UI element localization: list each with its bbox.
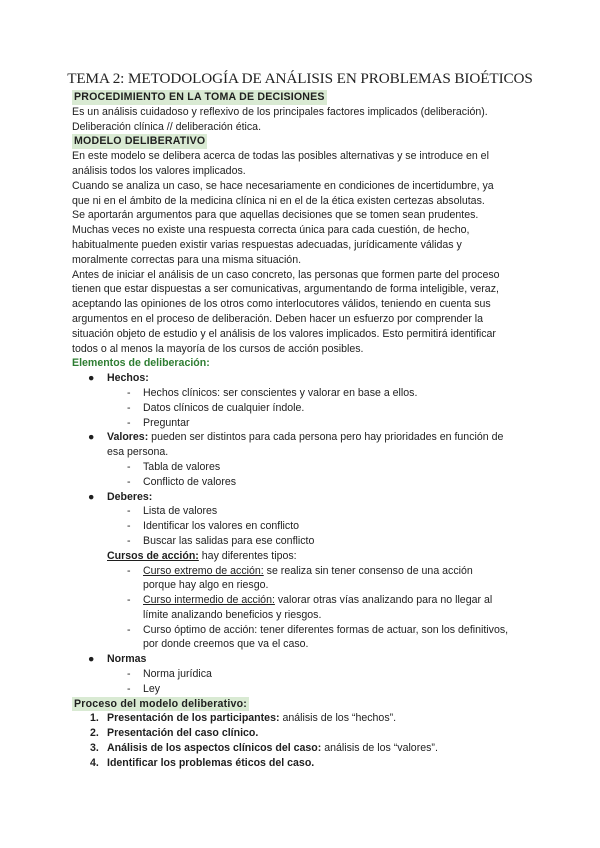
paragraph-line: tienen que estar dispuestas a ser comunicativas, argumentando de forma inteligible, veraz, — [72, 283, 499, 296]
paragraph-line: Deliberación clínica // deliberación ética. — [72, 120, 262, 133]
bullet-label: Valores: — [107, 431, 149, 444]
cursos-label: Cursos de acción: — [107, 549, 199, 562]
list-item: - Hechos clínicos: ser conscientes y valorar en base a ellos. — [127, 386, 418, 399]
paragraph-line: moralmente correctas para una misma situación. — [72, 253, 302, 266]
paragraph-line: aceptando las opiniones de los otros como interlocutores válidos, teniendo en cuenta sus — [72, 298, 491, 311]
elementos-heading: Elementos de deliberación: — [72, 357, 210, 370]
section-heading-procedimiento: PROCEDIMIENTO EN LA TOMA DE DECISIONES — [74, 91, 325, 103]
dash-icon: - — [127, 682, 131, 695]
paragraph-line: Se aportarán argumentos para que aquellas decisiones que se tomen sean prudentes. — [72, 209, 479, 222]
dash-icon: - — [127, 668, 131, 681]
list-item: - Curso intermedio de acción: valorar otras vías analizando para no llegar al — [127, 594, 493, 607]
list-item: - Datos clínicos de cualquier índole. — [127, 401, 305, 414]
paragraph-line: análisis todos los valores implicados. — [72, 164, 246, 177]
paragraph-line: Muchas veces no existe una respuesta correcta única para cada cuestión, de hecho, — [72, 224, 470, 237]
numbered-step: 1. Presentación de los participantes: análisis de los “hechos”. — [90, 712, 397, 725]
list-item: - Buscar las salidas para ese conflicto — [127, 534, 315, 547]
bullet-deberes — [72, 490, 532, 505]
paragraph-line: que ni en el ámbito de la medicina clínica ni en el de la ética existen certezas absolutas. — [72, 194, 485, 207]
numbered-step: 3. Análisis de los aspectos clínicos del caso: análisis de los “valores”. — [90, 742, 438, 755]
bullet-label: Hechos: — [107, 372, 149, 385]
page-title: TEMA 2: METODOLOGÍA DE ANÁLISIS EN PROBLEMAS BIOÉTICOS — [67, 70, 533, 87]
list-item-continuation: por donde creemos que va el caso. — [143, 638, 309, 651]
bullet-icon: ● — [88, 653, 95, 666]
paragraph-line: habitualmente pueden existir varias respuestas adecuadas, jurídicamente válidas y — [72, 238, 462, 251]
list-item-continuation: límite analizando beneficios y riesgos. — [143, 608, 322, 621]
dash-icon: - — [127, 520, 131, 533]
bullet-normas — [72, 652, 532, 667]
dash-icon: - — [127, 594, 131, 607]
list-item: - Identificar los valores en conflicto — [127, 520, 300, 533]
list-item: - Preguntar — [127, 416, 190, 429]
numbered-step: 4. Identificar los problemas éticos del caso. — [90, 756, 315, 769]
paragraph-line: En este modelo se delibera acerca de todas las posibles alternativas y se introduce en el — [72, 150, 489, 163]
dash-icon: - — [127, 623, 131, 636]
paragraph-line: argumentos en el proceso de deliberación. Deben hacer un esfuerzo por comprender la — [72, 312, 484, 325]
list-item: - Curso extremo de acción: se realiza sin tener consenso de una acción — [127, 564, 473, 577]
list-item: - Lista de valores — [127, 505, 218, 518]
dash-icon: - — [127, 505, 131, 518]
paragraph-line: Cuando se analiza un caso, se hace necesariamente en condiciones de incertidumbre, ya — [72, 179, 494, 192]
list-item: - Norma jurídica — [127, 668, 212, 681]
dash-icon: - — [127, 564, 131, 577]
bullet-valores: ● Valores: pueden ser distintos para cada persona pero hay prioridades en función de — [88, 431, 504, 444]
list-item: - Curso óptimo de acción: tener diferentes formas de actuar, son los definitivos, — [127, 623, 509, 636]
list-item: - Ley — [127, 682, 161, 695]
dash-icon: - — [127, 534, 131, 547]
bullet-label: Normas — [107, 653, 147, 666]
dash-icon: - — [127, 460, 131, 473]
bullet-icon: ● — [88, 431, 95, 444]
list-item: - Tabla de valores — [127, 460, 221, 473]
paragraph-line: Antes de iniciar el análisis de un caso concreto, las personas que formen parte del proceso — [72, 268, 500, 281]
list-item-continuation: porque hay algo en riesgo. — [143, 579, 269, 592]
list-item: - Conflicto de valores — [127, 475, 237, 488]
cursos-line: Cursos de acción: hay diferentes tipos: — [107, 549, 297, 562]
paragraph-line: Es un análisis cuidadoso y reflexivo de los principales factores implicados (deliberación). — [72, 105, 488, 118]
proceso-heading: Proceso del modelo deliberativo: — [74, 697, 247, 710]
bullet-label: Deberes: — [107, 490, 153, 503]
dash-icon: - — [127, 386, 131, 399]
bullet-icon: ● — [88, 490, 95, 503]
bullet-hechos — [72, 371, 532, 386]
dash-icon: - — [127, 401, 131, 414]
document-body — [72, 90, 532, 771]
dash-icon: - — [127, 416, 131, 429]
numbered-step: 2. Presentación del caso clínico. — [90, 727, 259, 740]
bullet-continuation: esa persona. — [107, 446, 169, 459]
paragraph-line: todos o al menos la mayoría de los cursos de acción posibles. — [72, 342, 364, 355]
paragraph-line: situación objeto de estudio y el análisis de los valores implicados. Esto permitirá identificar — [72, 327, 496, 340]
dash-icon: - — [127, 475, 131, 488]
bullet-icon: ● — [88, 372, 95, 385]
section-heading-modelo: MODELO DELIBERATIVO — [74, 135, 206, 148]
